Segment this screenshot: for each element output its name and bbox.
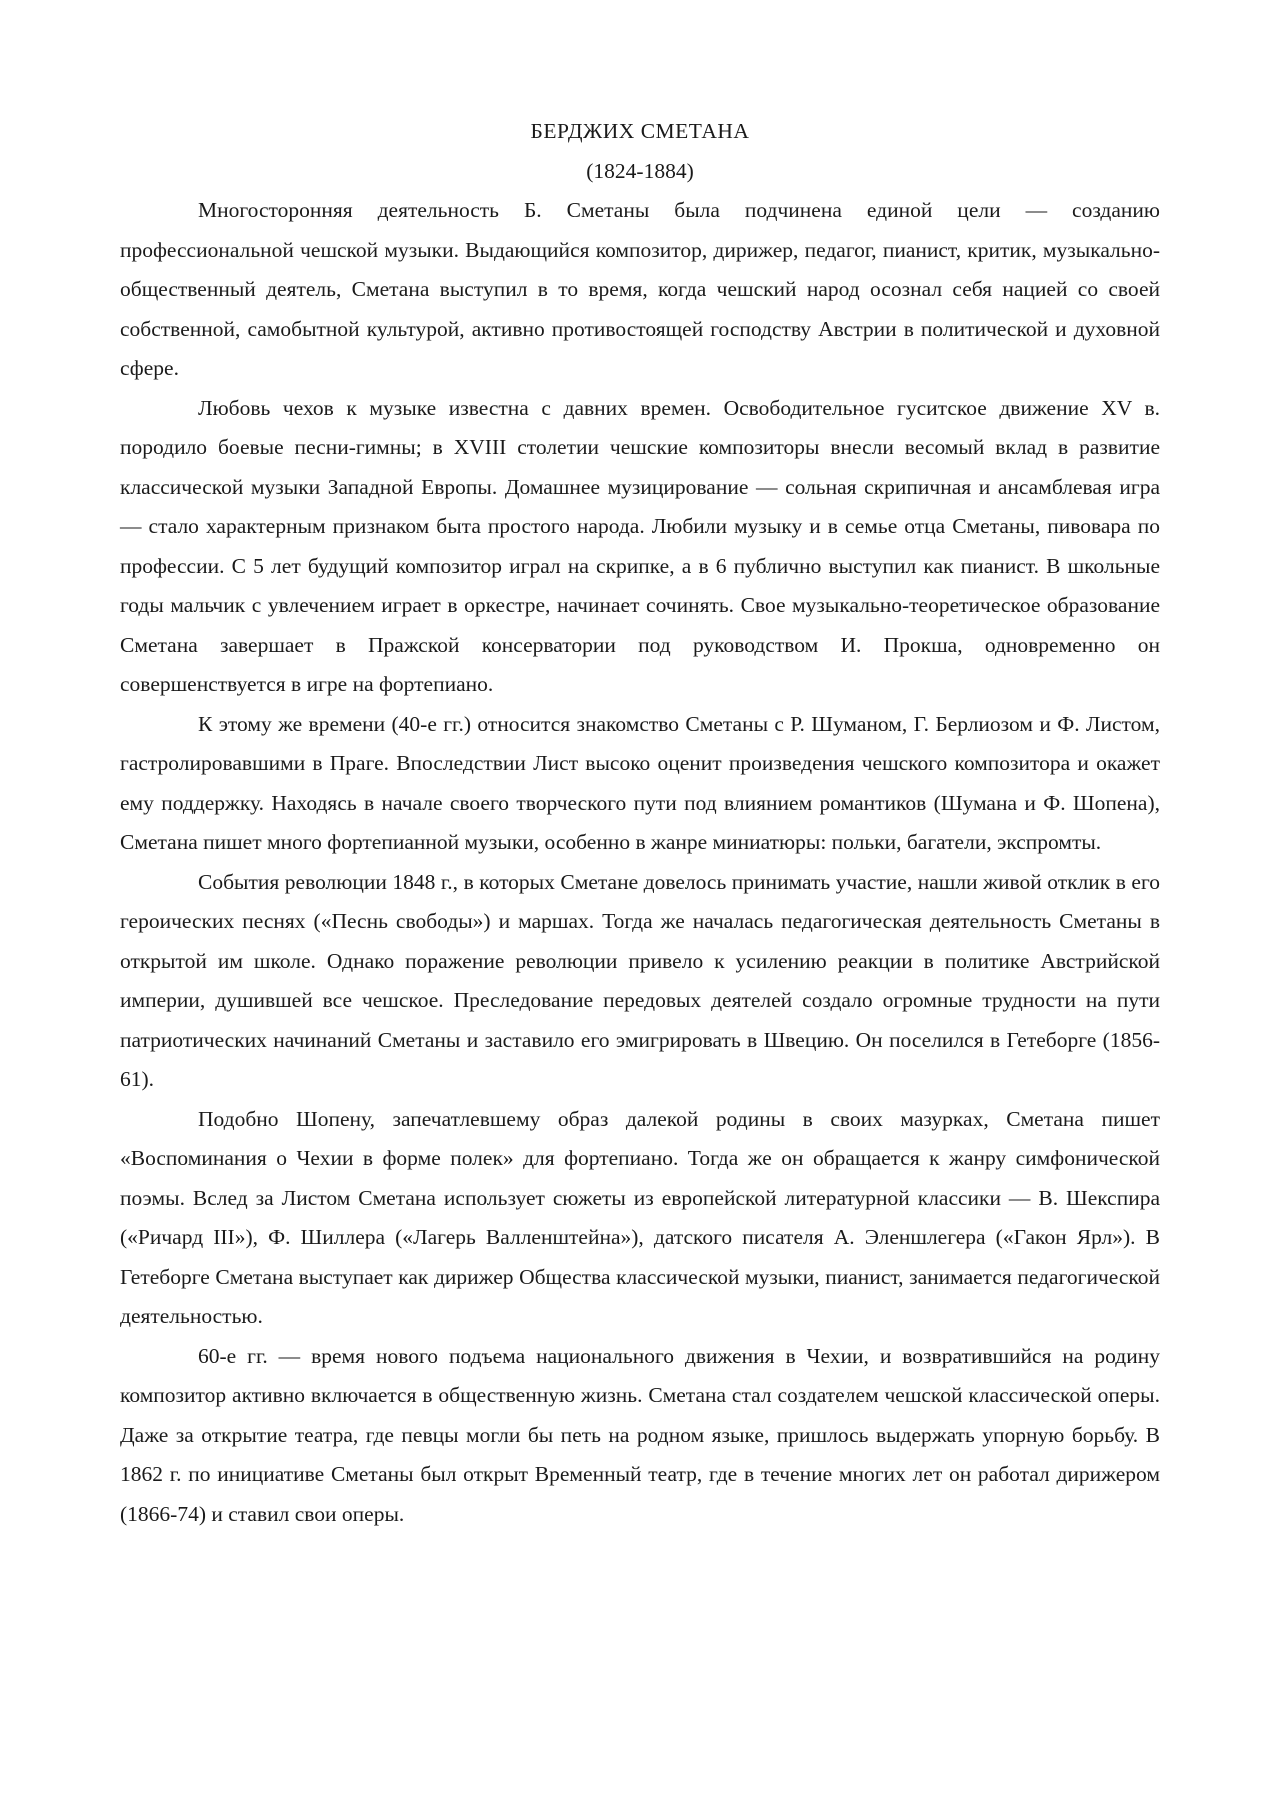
paragraph-4: События революции 1848 г., в которых Сметане довелось принимать участие, нашли живой отклик в его героических песнях («Песнь свободы») и маршах. Тогда же началась педагогическая деятельность Сметаны в открытой им школе. Однако поражение революции привело к усилению реакции в политике Австрийской империи, душившей все чешское. Преследование передовых деятелей создало огромные трудности на пути патриотических начинаний Сметаны и заставило его эмигрировать в Швецию. Он поселился в Гетеборге (1856-61).	[120, 869, 1160, 1091]
document-years: (1824-1884)	[586, 158, 694, 183]
paragraph-3: К этому же времени (40-е гг.) относится знакомство Сметаны с Р. Шуманом, Г. Берлиозом и Ф. Листом, гастролировавшими в Праге. Впоследствии Лист высоко оценит произведения чешского композитора и окажет ему поддержку. Находясь в начале своего творческого пути под влиянием романтиков (Шумана и Ф. Шопена), Сметана пишет много фортепианной музыки, особенно в жанре миниатюры: польки, багатели, экспромты.	[120, 711, 1160, 854]
paragraph-2: Любовь чехов к музыке известна с давних времен. Освободительное гуситское движение XV в. породило боевые песни-гимны; в XVIII столетии чешские композиторы внесли весомый вклад в развитие классической музыки Западной Европы. Домашнее музицирование — сольная скрипичная и ансамблевая игра — стало характерным признаком быта простого народа. Любили музыку и в семье отца Сметаны, пивовара по профессии. С 5 лет будущий композитор играл на скрипке, а в 6 публично выступил как пианист. В школьные годы мальчик с увлечением играет в оркестре, начинает сочинять. Свое музыкально-теоретическое образование Сметана завершает в Пражской консерватории под руководством И. Прокша, одновременно он совершенствуется в игре на фортепиано.	[120, 395, 1160, 696]
paragraph-5: Подобно Шопену, запечатлевшему образ далекой родины в своих мазурках, Сметана пишет «Воспоминания о Чехии в форме полек» для фортепиано. Тогда же он обращается к жанру симфонической поэмы. Вслед за Листом Сметана использует сюжеты из европейской литературной классики — В. Шекспира («Ричард III»), Ф. Шиллера («Лагерь Валленштейна»), датского писателя А. Эленшлегера («Гакон Ярл»). В Гетеборге Сметана выступает как дирижер Общества классической музыки, пианист, занимается педагогической деятельностью.	[120, 1106, 1160, 1328]
document-title: БЕРДЖИХ СМЕТАНА	[530, 119, 750, 143]
paragraph-6: 60-е гг. — время нового подъема национального движения в Чехии, и возвратившийся на родину композитор активно включается в общественную жизнь. Сметана стал создателем чешской классической оперы. Даже за открытие театра, где певцы могли бы петь на родном языке, пришлось выдержать упорную борьбу. В 1862 г. по инициативе Сметаны был открыт Временный театр, где в течение многих лет он работал дирижером (1866-74) и ставил свои оперы.	[120, 1343, 1160, 1526]
paragraph-1: Многосторонняя деятельность Б. Сметаны была подчинена единой цели — созданию профессиональной чешской музыки. Выдающийся композитор, дирижер, педагог, пианист, критик, музыкально-общественный деятель, Сметана выступил в то время, когда чешский народ осознал себя нацией со своей собственной, самобытной культурой, активно противостоящей господству Австрии в политической и духовной сфере.	[120, 198, 1160, 380]
document-page	[120, 112, 1160, 1534]
